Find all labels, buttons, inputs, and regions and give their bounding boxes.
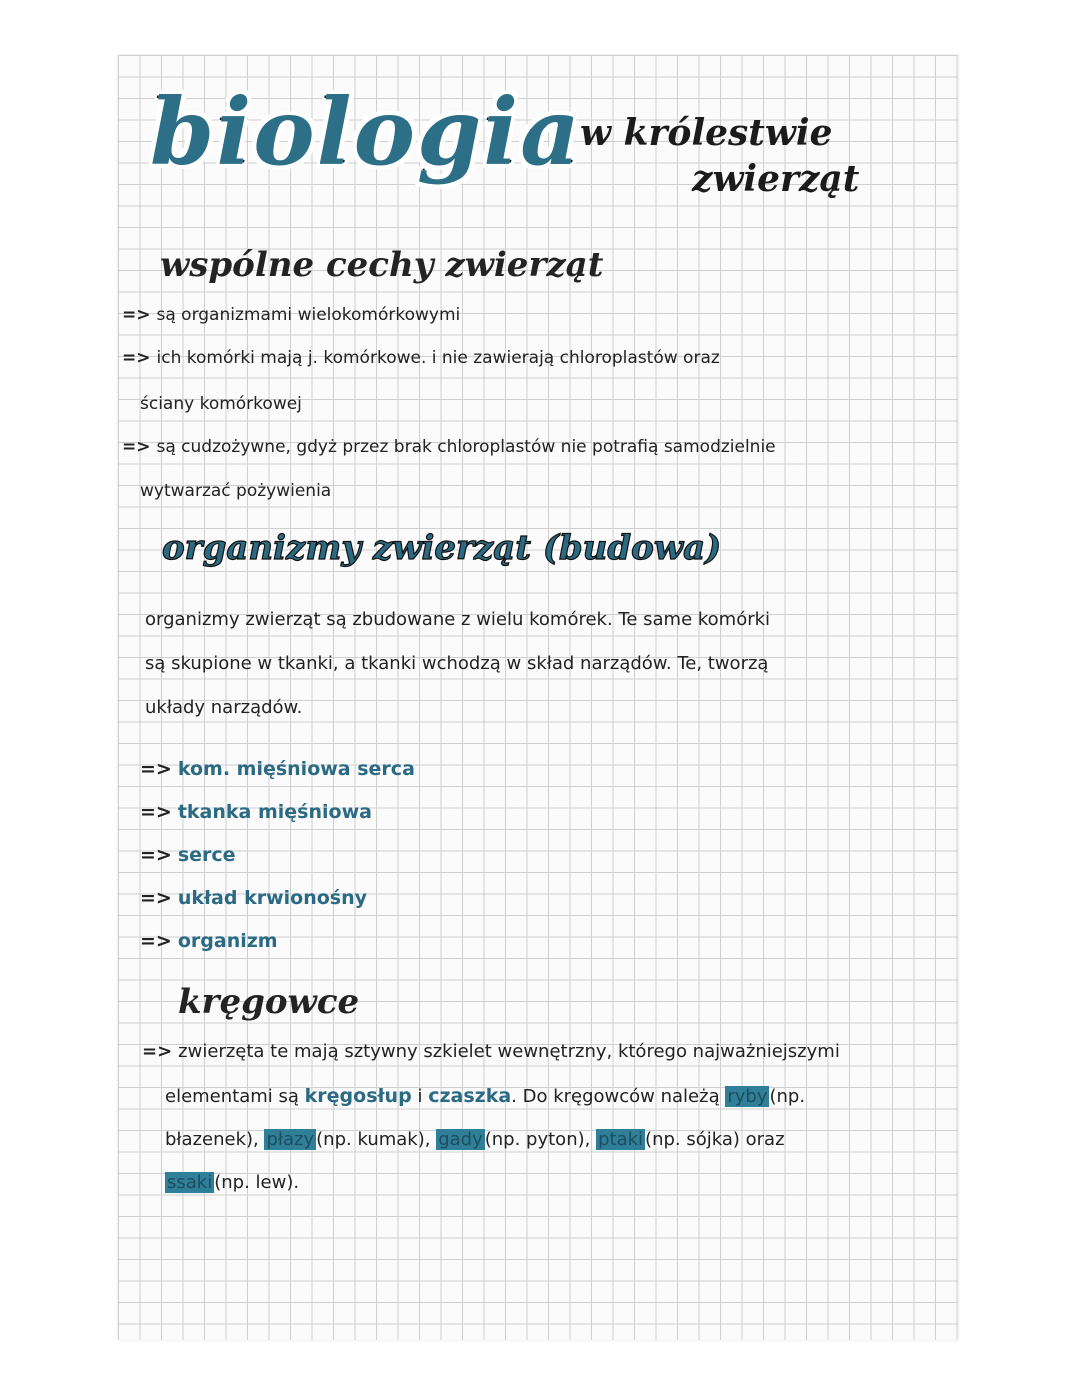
- keyword-czaszka: czaszka: [428, 1085, 512, 1107]
- arrow-icon: =>: [140, 887, 172, 909]
- section1-item-1: [122, 305, 460, 325]
- hierarchy-item-text: serce: [177, 844, 236, 866]
- hierarchy-item-text: organizm: [177, 930, 278, 952]
- hierarchy-item-2: [140, 801, 372, 823]
- arrow-icon: =>: [140, 801, 172, 823]
- section2-para-line-3: układy narządów.: [145, 697, 303, 718]
- section3-heading: kręgowce: [178, 982, 360, 1022]
- hierarchy-item-5: [140, 930, 278, 952]
- highlight-ptaki: ptaki: [598, 1129, 644, 1150]
- section3-line-2: [165, 1085, 805, 1107]
- highlight-ssaki: ssaki: [167, 1172, 213, 1193]
- section1-item-2: [122, 348, 720, 368]
- subtitle-line-1: w królestwie: [580, 112, 833, 154]
- page-title: biologia: [150, 78, 582, 186]
- section3-line-3: [165, 1129, 785, 1150]
- section1-item-3: [122, 437, 776, 457]
- section1-item-2-cont: ściany komórkowej: [140, 394, 302, 414]
- text-span: (np.: [769, 1086, 806, 1107]
- section1-item-text: są organizmami wielokomórkowymi: [156, 305, 461, 325]
- section1-item-text: ich komórki mają j. komórkowe. i nie zawierają chloroplastów oraz: [156, 348, 720, 368]
- arrow-icon: =>: [142, 1041, 173, 1062]
- keyword-kregoslup: kręgosłup: [304, 1085, 412, 1107]
- text-span: . Do kręgowców należą: [511, 1086, 720, 1107]
- section3-line-1: [142, 1041, 840, 1062]
- text-span: elementami są: [165, 1086, 299, 1107]
- subtitle-line-2: zwierząt: [692, 158, 860, 200]
- arrow-icon: =>: [140, 758, 172, 780]
- section1-item-text: są cudzożywne, gdyż przez brak chloroplastów nie potrafią samodzielnie: [156, 437, 776, 457]
- highlight-ryby: ryby: [727, 1086, 768, 1107]
- arrow-icon: =>: [122, 437, 151, 457]
- highlight-plazy: płazy: [266, 1129, 315, 1150]
- section2-para-line-1: organizmy zwierząt są zbudowane z wielu komórek. Te same komórki: [145, 609, 771, 630]
- text-span: (np. pyton),: [484, 1129, 591, 1150]
- text-span: (np. lew).: [214, 1172, 300, 1193]
- section3-line-1-text: zwierzęta te mają sztywny szkielet wewnętrzny, którego najważniejszymi: [178, 1041, 840, 1062]
- highlight-gady: gady: [438, 1129, 483, 1150]
- arrow-icon: =>: [122, 305, 151, 325]
- hierarchy-item-3: [140, 844, 236, 866]
- text-span: błazenek),: [165, 1129, 259, 1150]
- section1-heading: wspólne cechy zwierząt: [160, 245, 604, 285]
- section1-item-3-cont: wytwarzać pożywienia: [140, 481, 332, 501]
- hierarchy-item-text: kom. mięśniowa serca: [177, 758, 415, 780]
- section3-line-4: [165, 1172, 299, 1193]
- arrow-icon: =>: [140, 844, 172, 866]
- section2-heading: organizmy zwierząt (budowa): [162, 528, 722, 568]
- section2-para-line-2: są skupione w tkanki, a tkanki wchodzą w skład narządów. Te, tworzą: [145, 653, 769, 674]
- text-span: (np. kumak),: [316, 1129, 431, 1150]
- hierarchy-item-text: tkanka mięśniowa: [177, 801, 372, 823]
- text-span: (np. sójka) oraz: [645, 1129, 785, 1150]
- hierarchy-item-1: [140, 758, 415, 780]
- arrow-icon: =>: [140, 930, 172, 952]
- hierarchy-item-text: układ krwionośny: [177, 887, 368, 909]
- hierarchy-item-4: [140, 887, 367, 909]
- text-span: i: [417, 1086, 423, 1107]
- arrow-icon: =>: [122, 348, 151, 368]
